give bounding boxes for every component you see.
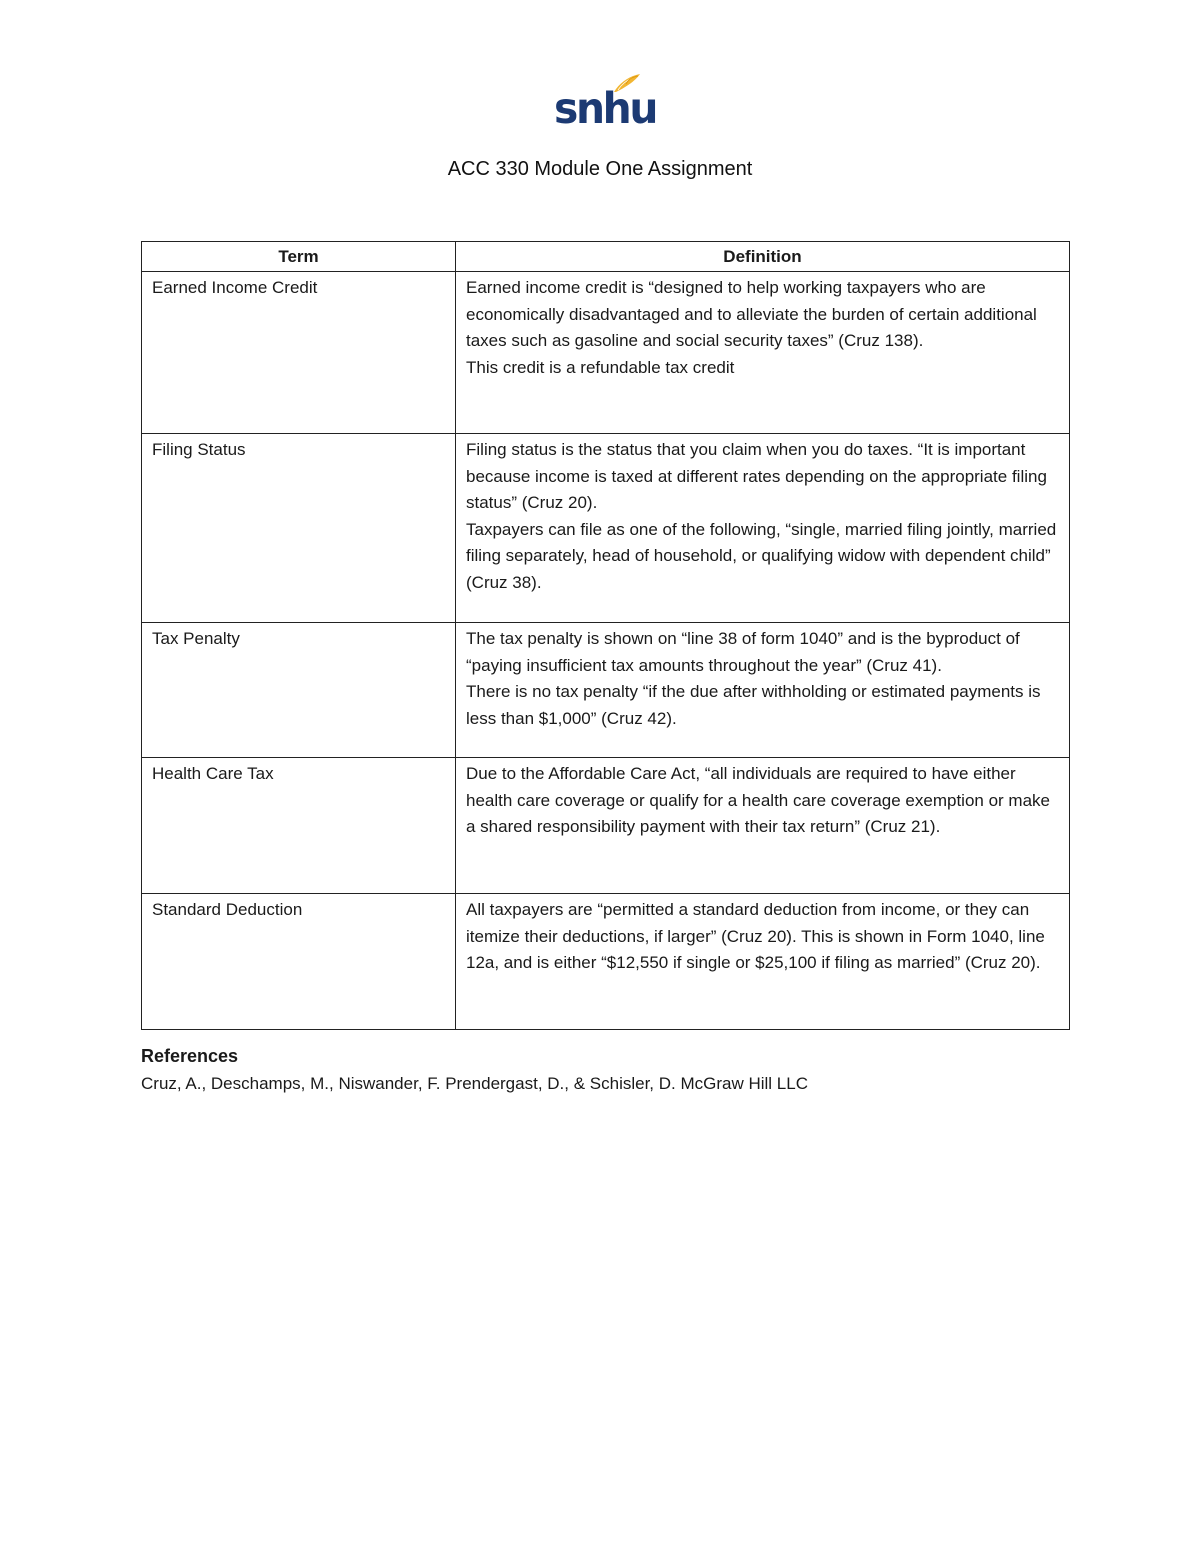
logo-wordmark: snhu xyxy=(554,84,657,134)
terms-table xyxy=(141,241,1070,1030)
reference-citation: Cruz, A., Deschamps, M., Niswander, F. Prendergast, D., & Schisler, D. McGraw Hill LLC xyxy=(141,1074,808,1093)
references-heading: References xyxy=(141,1046,239,1066)
table-row xyxy=(142,272,1070,434)
definition-cell xyxy=(456,758,1070,894)
table-row xyxy=(142,894,1070,1030)
definition-text: Filing status is the status that you claim when you do taxes. “It is important because income is taxed at different rates depending on the appropriate filing status” (Cruz 20). xyxy=(466,440,1047,512)
definition-text: The tax penalty is shown on “line 38 of form 1040” and is the byproduct of “paying insufficient tax amounts throughout the year” (Cruz 41). xyxy=(466,629,1020,675)
term-cell: Standard Deduction xyxy=(142,894,456,1030)
snhu-logo xyxy=(552,70,657,134)
references-section xyxy=(141,1043,1141,1097)
table-row xyxy=(142,623,1070,758)
definition-text: Due to the Affordable Care Act, “all individuals are required to have either health care coverage or qualify for a health care coverage exemption or make a shared responsibility payment with their tax return” (Cruz 21). xyxy=(466,764,1050,836)
term-cell: Earned Income Credit xyxy=(142,272,456,434)
table-row xyxy=(142,758,1070,894)
definition-text: There is no tax penalty “if the due after withholding or estimated payments is less than $1,000” (Cruz 42). xyxy=(466,682,1041,728)
definition-text: Earned income credit is “designed to help working taxpayers who are economically disadvantaged and to alleviate the burden of certain additional taxes such as gasoline and social security taxes” (Cruz 138). xyxy=(466,278,1037,350)
definition-cell xyxy=(456,623,1070,758)
definition-cell xyxy=(456,272,1070,434)
document-title: ACC 330 Module One Assignment xyxy=(447,158,753,180)
definition-text: This credit is a refundable tax credit xyxy=(466,357,735,377)
header-term: Term xyxy=(142,242,456,272)
definition-text: Taxpayers can file as one of the following, “single, married filing jointly, married filing separately, head of household, or qualifying widow with dependent child” (Cruz 38). xyxy=(466,519,1057,592)
term-cell: Tax Penalty xyxy=(142,623,456,758)
term-cell: Health Care Tax xyxy=(142,758,456,894)
definition-text: All taxpayers are “permitted a standard deduction from income, or they can itemize their deductions, if larger” (Cruz 20). This is shown in Form 1040, line 12a, and is either “$12,550 if single or $25,100 if filing as married” (Cruz 20). xyxy=(466,900,1045,972)
table-row xyxy=(142,434,1070,623)
term-cell: Filing Status xyxy=(142,434,456,623)
definition-cell xyxy=(456,894,1070,1030)
definition-cell xyxy=(456,434,1070,623)
header-definition: Definition xyxy=(456,242,1070,272)
table-header-row xyxy=(142,242,1070,272)
